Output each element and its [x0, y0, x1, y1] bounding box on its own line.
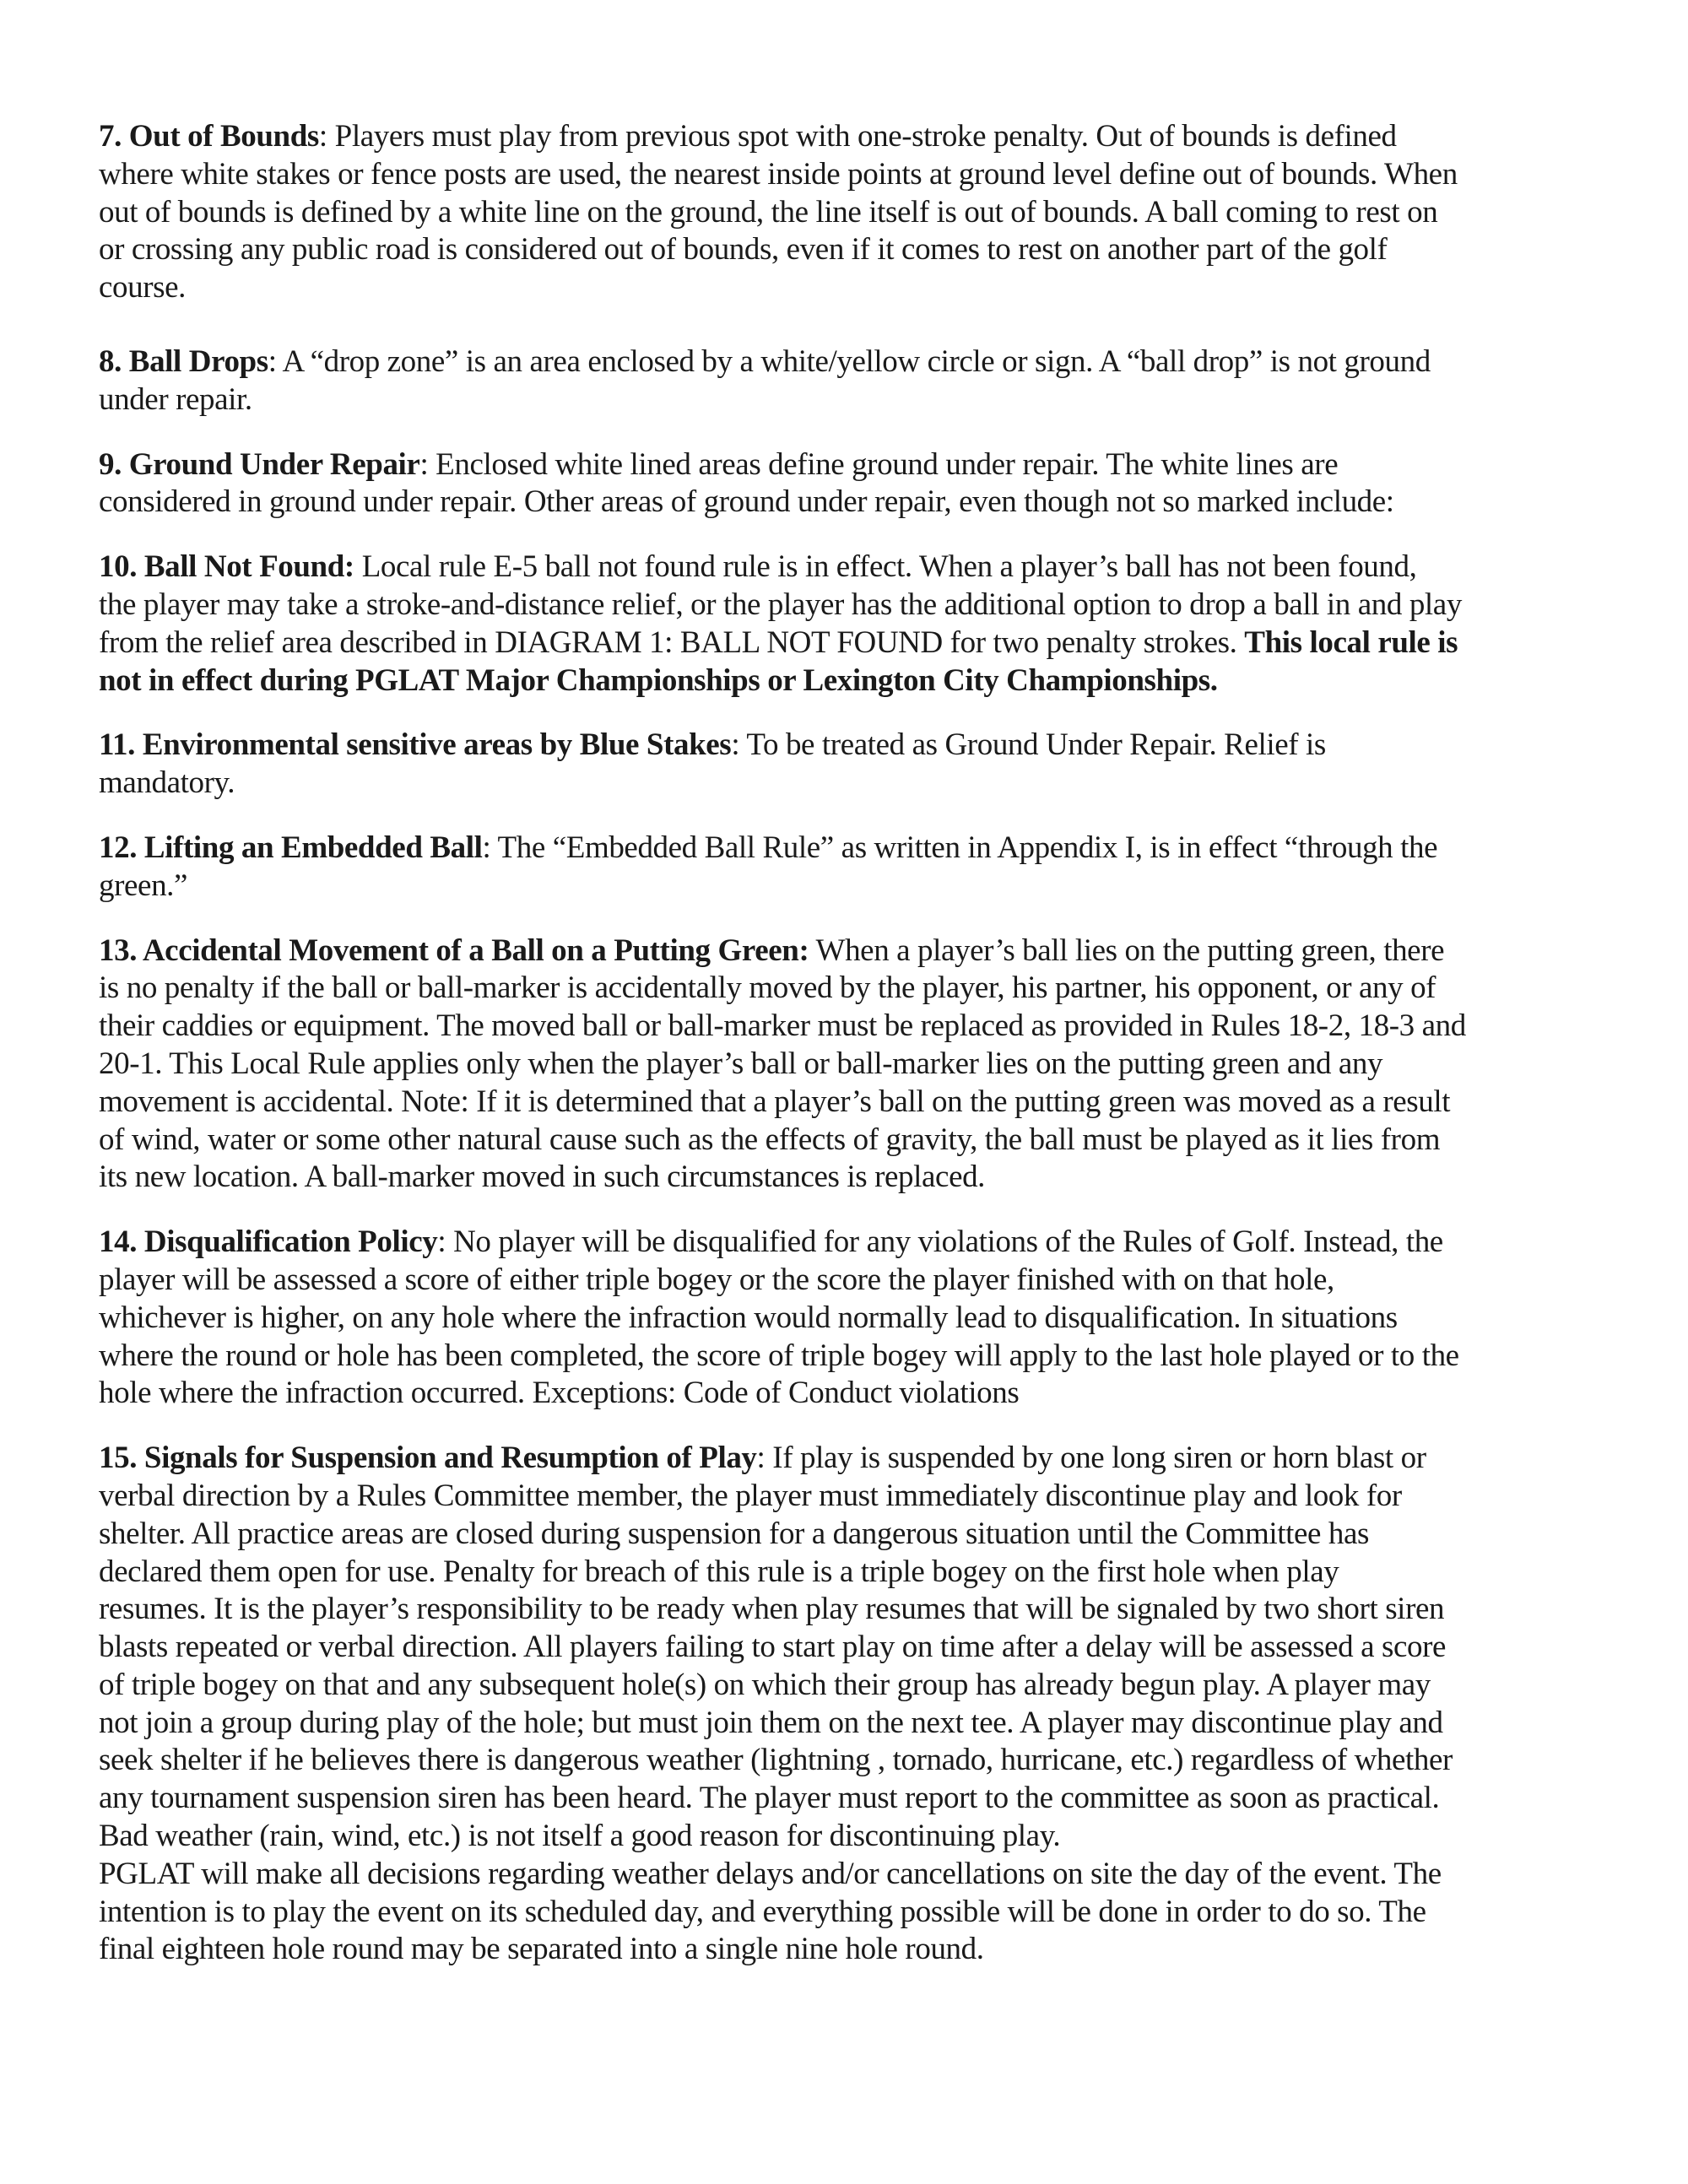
body-text: : No player will be disqualified for any violations of the Rules of Golf. Instead, the	[437, 1224, 1443, 1260]
body-text: of wind, water or some other natural cause such as the effects of gravity, the ball must be played as it lies from	[99, 1122, 1441, 1157]
rule-13-accidental-movement	[99, 933, 1610, 1197]
body-text: : The “Embedded Ball Rule” as written in Appendix I, is in effect “through the	[482, 830, 1438, 865]
body-text: from the relief area described in DIAGRAM 1: BALL NOT FOUND for two penalty strokes.	[99, 624, 1245, 660]
text-line	[99, 549, 1610, 587]
body-text: player will be assessed a score of either triple bogey or the score the player finished with on that hole,	[99, 1262, 1334, 1297]
body-text: under repair.	[99, 381, 252, 417]
body-text: : Players must play from previous spot with one-stroke penalty. Out of bounds is defined	[318, 119, 1397, 154]
bold-text: This local rule is	[1244, 624, 1458, 660]
text-line	[99, 1122, 1610, 1160]
text-line	[99, 1629, 1610, 1667]
text-line	[99, 156, 1610, 194]
text-line	[99, 343, 1610, 381]
text-line	[99, 970, 1610, 1008]
body-text: shelter. All practice areas are closed during suspension for a dangerous situation until the Committee has	[99, 1516, 1370, 1551]
text-line	[99, 269, 1610, 307]
body-text: where white stakes or fence posts are used, the nearest inside points at ground level define out of bounds. When	[99, 156, 1458, 192]
rule-14-disqualification-policy	[99, 1224, 1610, 1413]
text-line	[99, 1375, 1610, 1413]
text-line	[99, 118, 1610, 156]
body-text: the player may take a stroke-and-distance relief, or the player has the additional option to drop a ball in and play	[99, 587, 1462, 622]
body-text: movement is accidental. Note: If it is determined that a player’s ball on the putting green was moved as a result	[99, 1084, 1451, 1119]
bold-text: 9. Ground Under Repair	[99, 446, 420, 482]
bold-text: 14. Disqualification Policy	[99, 1224, 438, 1260]
text-line	[99, 868, 1610, 905]
body-text: final eighteen hole round may be separated into a single nine hole round.	[99, 1932, 984, 1967]
body-text: : Enclosed white lined areas define ground under repair. The white lines are	[419, 446, 1339, 482]
text-line	[99, 1008, 1610, 1046]
body-text: verbal direction by a Rules Committee member, the player must immediately discontinue play and look for	[99, 1478, 1402, 1513]
body-text: green.”	[99, 868, 188, 903]
body-text: considered in ground under repair. Other areas of ground under repair, even though not so marked include:	[99, 484, 1394, 520]
body-text: course.	[99, 270, 187, 305]
text-line	[99, 1224, 1610, 1262]
text-line	[99, 933, 1610, 970]
text-line	[99, 1818, 1610, 1856]
body-text: : A “drop zone” is an area enclosed by a white/yellow circle or sign. A “ball drop” is not ground	[268, 343, 1431, 379]
text-line	[99, 765, 1610, 803]
text-line	[99, 1856, 1610, 1894]
body-text: hole where the infraction occurred. Exceptions: Code of Conduct violations	[99, 1376, 1020, 1411]
text-line	[99, 381, 1610, 419]
body-text: of triple bogey on that and any subsequent hole(s) on which their group has already begun play. A player may	[99, 1667, 1431, 1702]
text-line	[99, 662, 1610, 700]
text-line	[99, 1084, 1610, 1122]
rule-10-ball-not-found	[99, 549, 1610, 700]
text-line	[99, 1516, 1610, 1554]
rule-11-environmental-areas	[99, 727, 1610, 803]
body-text: out of bounds is defined by a white line on the ground, the line itself is out of bounds. A ball coming to rest on	[99, 194, 1438, 230]
text-line	[99, 1705, 1610, 1743]
rule-8-ball-drops	[99, 343, 1610, 419]
rule-9-ground-under-repair	[99, 446, 1610, 522]
body-text: where the round or hole has been completed, the score of triple bogey will apply to the last hole played or to the	[99, 1338, 1459, 1373]
text-line	[99, 1894, 1610, 1932]
text-line	[99, 1046, 1610, 1084]
text-line	[99, 1931, 1610, 1969]
text-line	[99, 624, 1610, 662]
text-line	[99, 1554, 1610, 1592]
text-line	[99, 727, 1610, 765]
body-text: PGLAT will make all decisions regarding weather delays and/or cancellations on site the day of the event. The	[99, 1856, 1442, 1891]
text-line	[99, 231, 1610, 269]
body-text: intention is to play the event on its scheduled day, and everything possible will be done in order to do so. The	[99, 1894, 1426, 1929]
body-text: their caddies or equipment. The moved ball or ball-marker must be replaced as provided in Rules 18-2, 18-3 and	[99, 1008, 1466, 1044]
body-text: any tournament suspension siren has been heard. The player must report to the committee as soon as practical.	[99, 1781, 1440, 1816]
text-line	[99, 1300, 1610, 1338]
text-line	[99, 1478, 1610, 1516]
weather-policy	[99, 1856, 1610, 1969]
bold-text: 15. Signals for Suspension and Resumption of Play	[99, 1441, 757, 1476]
text-line	[99, 1591, 1610, 1629]
body-text: When a player’s ball lies on the putting green, there	[809, 933, 1445, 968]
text-line	[99, 446, 1610, 484]
document-page	[99, 118, 1610, 1996]
text-line	[99, 1159, 1610, 1197]
text-line	[99, 1338, 1610, 1376]
body-text: Bad weather (rain, wind, etc.) is not itself a good reason for discontinuing play.	[99, 1819, 1061, 1854]
bold-text: 13. Accidental Movement of a Ball on a Putting Green:	[99, 933, 809, 968]
rule-15-suspension-signals	[99, 1440, 1610, 1856]
text-line	[99, 194, 1610, 232]
body-text: Local rule E-5 ball not found rule is in effect. When a player’s ball has not been found,	[354, 549, 1417, 585]
bold-text: 11. Environmental sensitive areas by Blue Stakes	[99, 727, 732, 763]
body-text: mandatory.	[99, 765, 235, 801]
rule-7-out-of-bounds	[99, 118, 1610, 307]
text-line	[99, 830, 1610, 868]
body-text: resumes. It is the player’s responsibility to be ready when play resumes that will be signaled by two short siren	[99, 1592, 1445, 1627]
text-line	[99, 1780, 1610, 1818]
body-text: declared them open for use. Penalty for breach of this rule is a triple bogey on the first hole when play	[99, 1554, 1339, 1589]
body-text: its new location. A ball-marker moved in such circumstances is replaced.	[99, 1160, 986, 1195]
text-line	[99, 1262, 1610, 1300]
body-text: or crossing any public road is considered out of bounds, even if it comes to rest on another part of the golf	[99, 232, 1388, 268]
text-line	[99, 484, 1610, 522]
body-text: 20-1. This Local Rule applies only when the player’s ball or ball-marker lies on the putting green and any	[99, 1046, 1383, 1081]
bold-text: 8. Ball Drops	[99, 343, 268, 379]
text-line	[99, 1742, 1610, 1780]
body-text: is no penalty if the ball or ball-marker is accidentally moved by the player, his partner, his opponent, or any of	[99, 970, 1436, 1006]
text-line	[99, 587, 1610, 624]
rule-12-embedded-ball	[99, 830, 1610, 905]
body-text: : To be treated as Ground Under Repair. Relief is	[731, 727, 1326, 763]
body-text: not join a group during play of the hole; but must join them on the next tee. A player may discontinue play and	[99, 1705, 1443, 1740]
bold-text: not in effect during PGLAT Major Championships or Lexington City Championships.	[99, 662, 1218, 698]
bold-text: 7. Out of Bounds	[99, 119, 319, 154]
body-text: seek shelter if he believes there is dangerous weather (lightning , tornado, hurricane, etc.) regardless of whether	[99, 1743, 1453, 1778]
bold-text: 10. Ball Not Found:	[99, 549, 354, 585]
text-line	[99, 1440, 1610, 1478]
body-text: whichever is higher, on any hole where the infraction would normally lead to disqualification. In situations	[99, 1300, 1398, 1335]
body-text: blasts repeated or verbal direction. All players failing to start play on time after a delay will be assessed a score	[99, 1630, 1447, 1665]
bold-text: 12. Lifting an Embedded Ball	[99, 830, 483, 865]
body-text: : If play is suspended by one long siren or horn blast or	[756, 1441, 1426, 1476]
text-line	[99, 1667, 1610, 1705]
